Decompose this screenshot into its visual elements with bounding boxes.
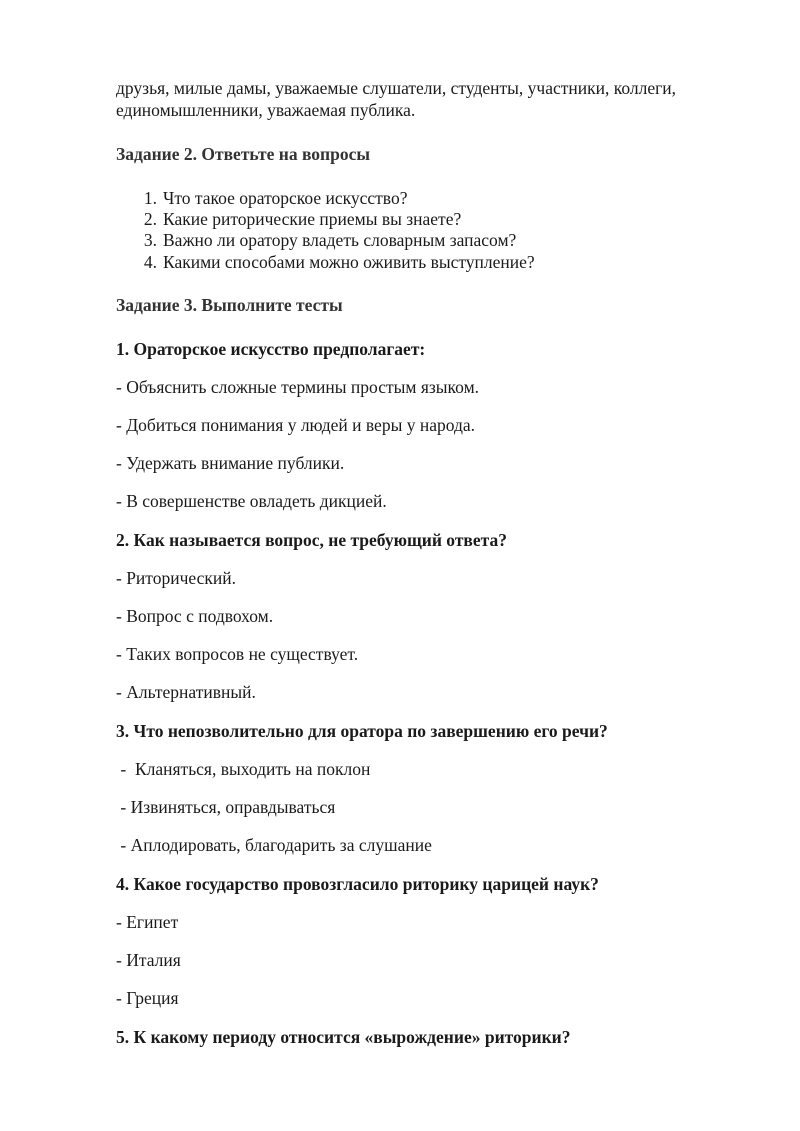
question-number: 2.	[143, 209, 157, 229]
test-option: - Риторический.	[116, 568, 236, 588]
test-question-5: 5. К какому периоду относится «вырождение» риторики?	[116, 1027, 571, 1047]
question-text: Важно ли оратору владеть словарным запасом?	[163, 230, 517, 250]
test-option: - Добиться понимания у людей и веры у народа.	[116, 415, 476, 435]
test-option: - В совершенстве овладеть дикцией.	[116, 491, 387, 511]
test-option: - Таких вопросов не существует.	[116, 644, 359, 664]
question-number: 3.	[143, 230, 157, 250]
task2-heading: Задание 2. Ответьте на вопросы	[116, 144, 371, 164]
test-question-4: 4. Какое государство провозгласило риторику царицей наук?	[116, 874, 599, 894]
test-option: - Извиняться, оправдываться	[116, 797, 336, 817]
test-option: - Вопрос с подвохом.	[116, 606, 274, 626]
test-option: - Аплодировать, благодарить за слушание	[116, 835, 432, 855]
question-text: Что такое ораторское искусство?	[163, 188, 408, 208]
test-question-1: 1. Ораторское искусство предполагает:	[116, 339, 426, 359]
intro-line-2: единомышленники, уважаемая публика.	[116, 100, 416, 120]
test-option: - Альтернативный.	[116, 682, 256, 702]
question-text: Какие риторические приемы вы знаете?	[163, 209, 462, 229]
test-option: - Объяснить сложные термины простым языком.	[116, 377, 480, 397]
test-option: - Египет	[116, 912, 179, 932]
test-option: - Удержать внимание публики.	[116, 453, 345, 473]
test-option: - Италия	[116, 950, 181, 970]
question-number: 4.	[143, 252, 157, 272]
intro-line-1: друзья, милые дамы, уважаемые слушатели, студенты, участники, коллеги,	[116, 78, 677, 98]
question-number: 1.	[143, 188, 157, 208]
test-option: - Кланяться, выходить на поклон	[116, 759, 371, 779]
test-question-3: 3. Что непозволительно для оратора по завершению его речи?	[116, 721, 608, 741]
test-question-2: 2. Как называется вопрос, не требующий ответа?	[116, 530, 507, 550]
question-text: Какими способами можно оживить выступление?	[163, 252, 535, 272]
test-option: - Греция	[116, 988, 179, 1008]
task3-heading: Задание 3. Выполните тесты	[116, 295, 343, 315]
